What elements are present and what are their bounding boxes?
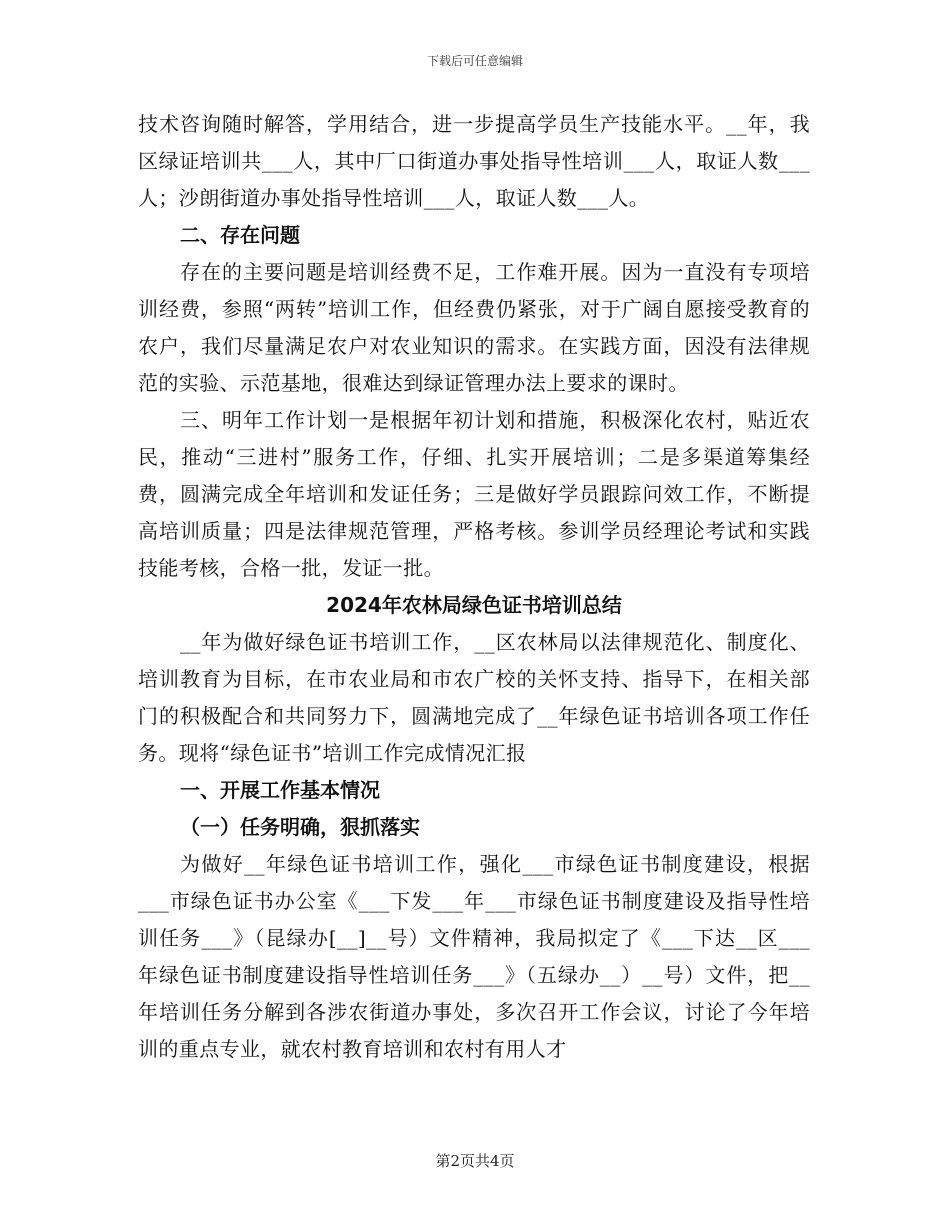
document-title: 2024年农林局绿色证书培训总结	[326, 593, 622, 617]
paragraph-next-year-plan: 三、明年工作计划一是根据年初计划和措施，积极深化农村，贴近农民，推动“三进村”服务工作，仔细、扎实开展培训；二是多渠道筹集经费，圆满完成全年培训和发证任务；三是做好学员跟踪问效工作，不断提高培训质量；四是法律规范管理，严格考核。参训学员经理论考试和实践技能考核，合格一批，发证一批。	[138, 408, 810, 580]
paragraph-problems: 存在的主要问题是培训经费不足，工作难开展。因为一直没有专项培训经费，参照“两转”培训工作，但经费仍紧张，对于广阔自愿接受教育的农户，我们尽量满足农户对农业知识的需求。在实践方面，因没有法律规范的实验、示范基地，很难达到绿证管理办法上要求的课时。	[138, 260, 810, 395]
page-number: 第2页共4页	[435, 1152, 515, 1170]
document-body	[138, 106, 810, 1068]
heading-problems: 二、存在问题	[180, 223, 300, 247]
subheading-task-clear: （一）任务明确，狠抓落实	[180, 815, 420, 839]
header-note: 下载后可任意编辑	[426, 54, 523, 68]
heading-basic-situation: 一、开展工作基本情况	[180, 778, 380, 802]
paragraph-task-details: 为做好__年绿色证书培训工作，强化___市绿色证书制度建设，根据___市绿色证书办公室《___下发___年___市绿色证书制度建设及指导性培训任务___》（昆绿办[__]__号）文件精神，我局拟定了《___下达__区___年绿色证书制度建设指导性培训任务___》（五绿办__）__号）文件，把__年培训任务分解到各涉农街道办事处，多次召开工作会议，讨论了今年培训的重点专业，就农村教育培训和农村有用人才	[138, 852, 810, 1061]
paragraph-intro: __年为做好绿色证书培训工作，__区农林局以法律规范化、制度化、培训教育为目标，在市农业局和市农广校的关怀支持、指导下，在相关部门的积极配合和共同努力下，圆满地完成了__年绿色证书培训各项工作任务。现将“绿色证书”培训工作完成情况汇报	[138, 630, 810, 765]
paragraph-continuation: 技术咨询随时解答，学用结合，进一步提高学员生产技能水平。__年，我区绿证培训共___人，其中厂口街道办事处指导性培训___人，取证人数___人；沙朗街道办事处指导性培训___人，取证人数___人。	[138, 112, 810, 210]
